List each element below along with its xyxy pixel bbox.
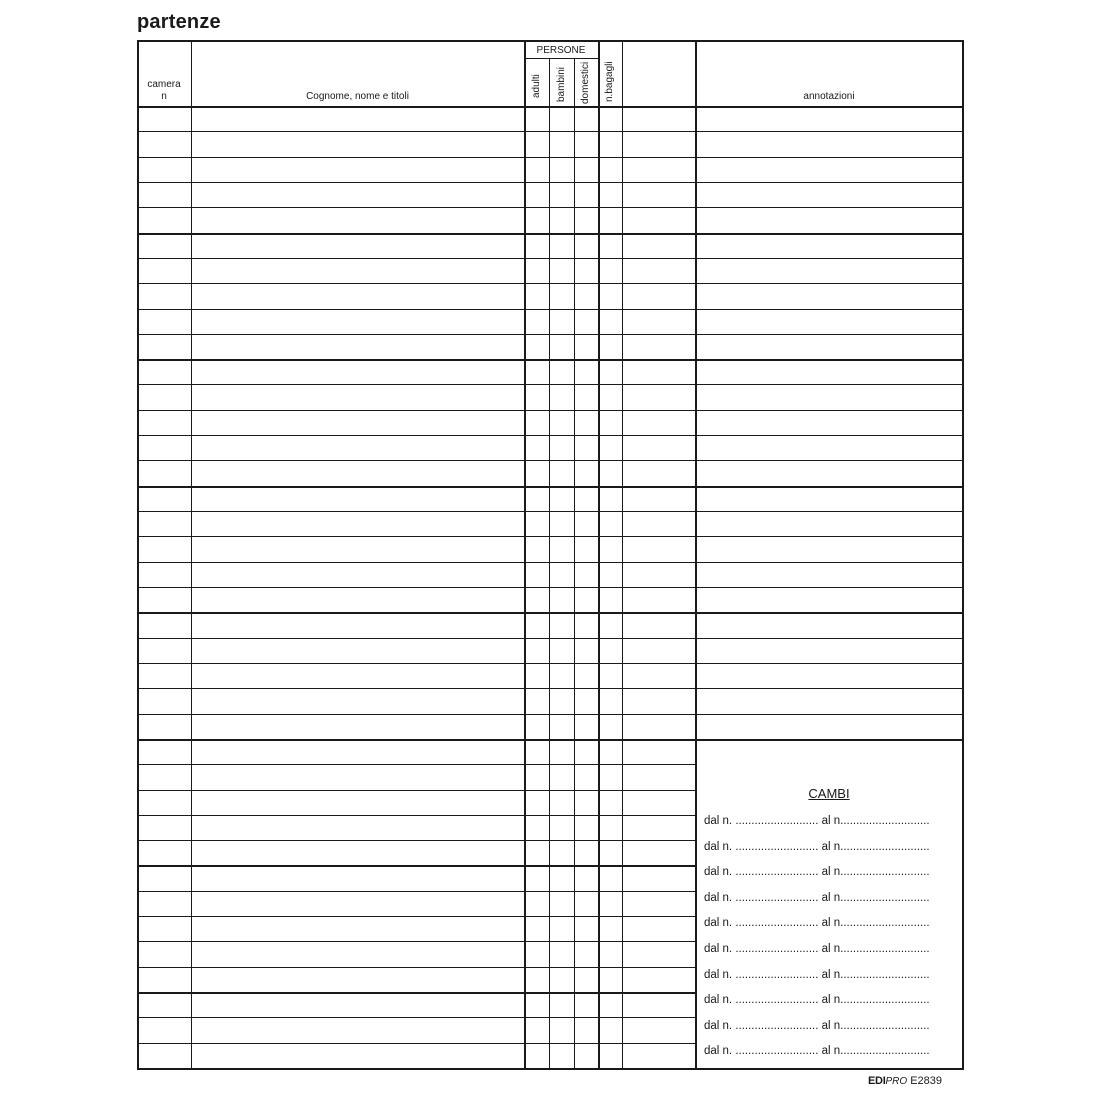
row-divider xyxy=(137,511,962,512)
row-divider xyxy=(137,460,962,461)
column-divider xyxy=(191,40,192,1068)
row-divider xyxy=(137,790,695,791)
form-code: E2839 xyxy=(910,1075,942,1087)
row-divider xyxy=(137,384,962,385)
row-divider xyxy=(137,410,962,411)
cambi-line: dal n. .......................... al n............................ xyxy=(704,943,930,955)
row-divider xyxy=(137,688,962,689)
cambi-line: dal n. .......................... al n............................ xyxy=(704,994,930,1007)
row-divider xyxy=(137,714,962,715)
cambi-line: dal n. .......................... al n............................ xyxy=(704,968,930,981)
page-title: partenze xyxy=(137,11,221,33)
row-divider xyxy=(137,764,695,765)
frame-top xyxy=(137,40,963,42)
annotazioni-header: annotazioni xyxy=(803,91,855,102)
row-divider xyxy=(137,258,962,259)
row-divider xyxy=(137,1043,695,1044)
row-divider xyxy=(137,157,962,158)
frame-right xyxy=(962,40,964,1070)
bagagli-header: n.bagagli xyxy=(604,61,615,102)
row-divider xyxy=(137,536,962,537)
row-divider xyxy=(137,207,962,208)
persone-header: PERSONE xyxy=(536,45,586,56)
camera-n-label: n xyxy=(161,91,167,102)
row-divider xyxy=(137,916,695,917)
frame-bottom xyxy=(137,1068,963,1070)
cambi-line: dal n. .......................... al n............................ xyxy=(704,840,930,853)
cambi-line: dal n. .......................... al n............................ xyxy=(704,917,930,930)
cambi-line: dal n. .......................... al n............................ xyxy=(704,891,930,904)
row-divider xyxy=(137,334,962,335)
bambini-header: bambini xyxy=(556,66,567,102)
row-divider xyxy=(137,840,695,841)
column-divider xyxy=(695,40,697,1068)
row-divider xyxy=(137,941,695,942)
row-divider xyxy=(137,587,962,588)
row-divider xyxy=(137,638,962,639)
column-divider xyxy=(598,40,600,1068)
cognome-header: Cognome, nome e titoli xyxy=(306,91,409,102)
row-divider xyxy=(137,486,962,488)
brand-logo: EDI xyxy=(868,1075,886,1087)
row-divider xyxy=(137,182,962,183)
column-divider xyxy=(524,40,526,1068)
cambi-line: dal n. .......................... al n............................ xyxy=(704,1045,930,1058)
row-divider xyxy=(137,283,962,284)
row-divider xyxy=(137,435,962,436)
cambi-line: dal n. .......................... al n............................ xyxy=(704,866,930,879)
row-divider xyxy=(137,865,695,867)
row-divider xyxy=(137,1017,695,1018)
row-divider xyxy=(137,233,962,235)
row-divider xyxy=(137,359,962,361)
row-divider xyxy=(137,967,695,968)
row-divider xyxy=(137,612,962,614)
cambi-title: CAMBI xyxy=(808,786,850,801)
row-divider xyxy=(137,891,695,892)
adulti-header: adulti xyxy=(531,74,542,98)
row-divider xyxy=(137,739,962,741)
brand-suffix: PRO xyxy=(885,1076,908,1087)
cambi-line: dal n. .......................... al n............................ xyxy=(704,1019,930,1032)
camera-label: camera xyxy=(147,79,181,90)
row-divider xyxy=(137,992,695,994)
row-divider xyxy=(137,309,962,310)
cambi-line: dal n. .......................... al n............................ xyxy=(704,815,930,827)
row-divider xyxy=(137,663,962,664)
domestici-header: domestici xyxy=(580,61,591,104)
camera-header xyxy=(137,79,191,103)
row-divider xyxy=(137,815,695,816)
persone-divider xyxy=(524,58,598,59)
column-divider xyxy=(622,40,623,1068)
row-divider xyxy=(137,131,962,132)
header-divider xyxy=(137,106,962,108)
footer-brand xyxy=(868,1075,942,1087)
row-divider xyxy=(137,562,962,563)
